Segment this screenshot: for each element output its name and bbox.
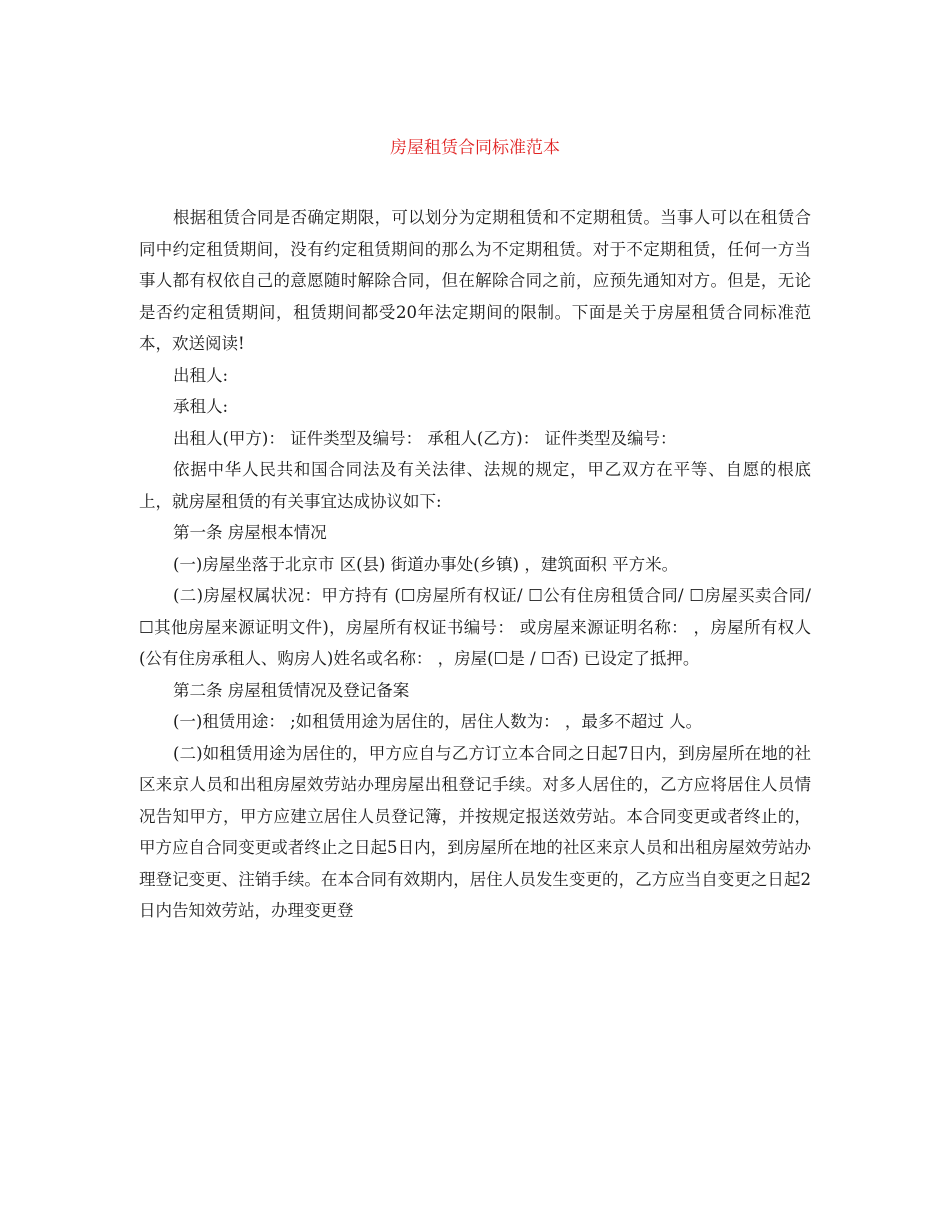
parties-id-line: 出租人(甲方)： 证件类型及编号： 承租人(乙方)： 证件类型及编号： xyxy=(173,428,677,448)
document-title: 房屋租赁合同标准范本 xyxy=(390,138,560,158)
article-2-clause-1: (一)租赁用途： ;如租赁用途为居住的，居住人数为： ，最多不超过 人。 xyxy=(173,712,703,731)
lessor-line: 出租人: xyxy=(173,365,229,385)
intro-paragraph: 根据租赁合同是否确定期限，可以划分为定期租赁和不定期租赁。当事人可以在租赁合同中约定租赁期间，没有约定租赁期间的那么为不定期租赁。对于不定期租赁，任何一方当事人都有权依自己的意愿随时解除合同，但在解除合同之前，应预先通知对方。但是，无论是否约定租赁期间，租赁期间都受20年法定期间的限制。下面是关于房屋租赁合同标准范本，欢送阅读! xyxy=(139,208,811,353)
article-1-clause-1: (一)房屋坐落于北京市 区(县) 街道办事处(乡镇) ，建筑面积 平方米。 xyxy=(173,554,679,574)
agreement-basis-paragraph: 依据中华人民共和国合同法及有关法律、法规的规定，甲乙双方在平等、自愿的根底上，就房屋租赁的有关事宜达成协议如下: xyxy=(139,460,811,511)
article-1-heading: 第一条 房屋根本情况 xyxy=(173,523,327,542)
article-2-heading: 第二条 房屋租赁情况及登记备案 xyxy=(173,680,410,700)
article-1-clause-2: (二)房屋权属状况：甲方持有 (☐房屋所有权证/ ☐公有住房租赁合同/ ☐房屋买卖合同/ ☐其他房屋来源证明文件)，房屋所有权证书编号： 或房屋来源证明名称： ，房屋所有权人(公有住房承租人、购房人)姓名或名称： ，房屋(☐是 / ☐否) 已设定了抵押。 xyxy=(139,586,811,668)
lessee-line: 承租人: xyxy=(173,397,229,416)
document-body xyxy=(139,202,811,927)
article-2-clause-2: (二)如租赁用途为居住的，甲方应自与乙方订立本合同之日起7日内，到房屋所在地的社区来京人员和出租房屋效劳站办理房屋出租登记手续。对多人居住的，乙方应将居住人员情况告知甲方，甲方应建立居住人员登记簿，并按规定报送效劳站。本合同变更或者终止的，甲方应自合同变更或者终止之日起5日内，到房屋所在地的社区来京人员和出租房屋效劳站办理登记变更、注销手续。在本合同有效期内，居住人员发生变更的，乙方应当自变更之日起2日内告知效劳站，办理变更登 xyxy=(139,743,811,920)
